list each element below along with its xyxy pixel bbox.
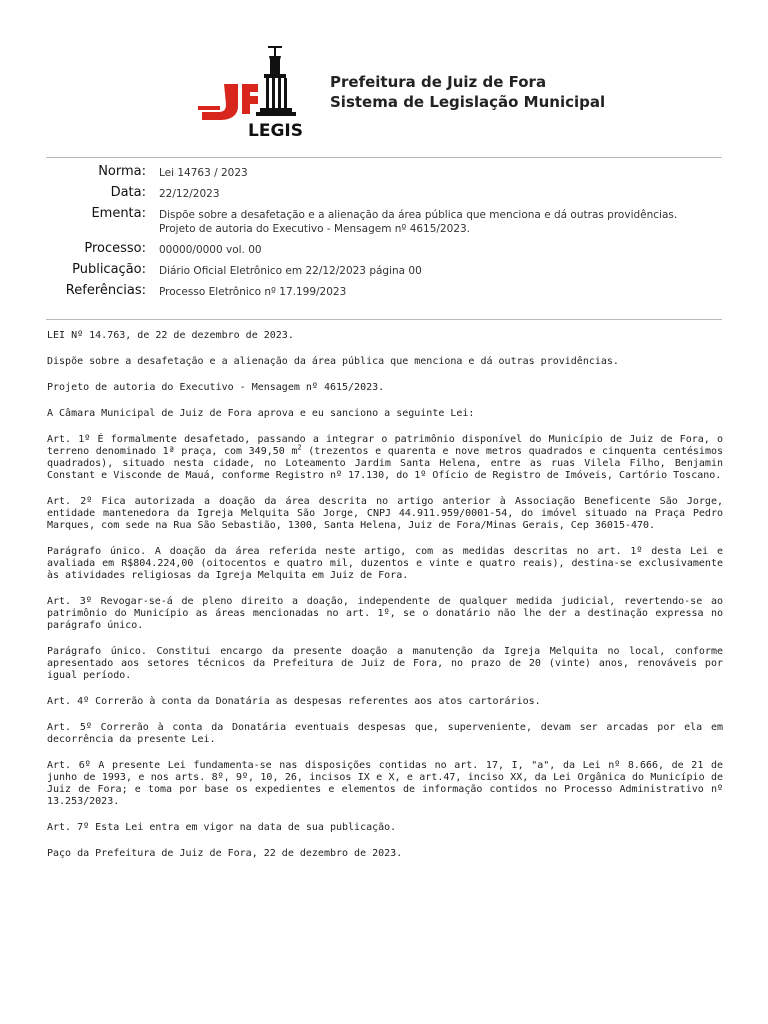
publicacao-label: Publicação: bbox=[72, 262, 146, 277]
meta-row-ementa bbox=[46, 206, 722, 236]
data-label: Data: bbox=[110, 185, 146, 200]
law-text bbox=[47, 330, 723, 874]
jf-legis-logo bbox=[196, 44, 320, 140]
top-divider bbox=[46, 157, 722, 158]
meta-row-processo bbox=[46, 241, 722, 257]
law-summary: Dispõe sobre a desafetação e a alienação da área pública que menciona e dá outras providências. bbox=[47, 356, 619, 367]
data-value: 22/12/2023 bbox=[159, 188, 220, 200]
meta-row-data bbox=[46, 185, 722, 201]
closing-place-date: Paço da Prefeitura de Juiz de Fora, 22 de dezembro de 2023. bbox=[47, 848, 403, 859]
ementa-value: Dispõe sobre a desafetação e a alienação da área pública que menciona e dá outras providências. Projeto de autoria do Executivo - Mensagem nº 4615/2023. bbox=[159, 209, 678, 235]
article-2-paragraph: Parágrafo único. A doação da área referida neste artigo, com as medidas descritas no art. 1º desta Lei e avaliada em R$804.224,00 (oitocentos e quatro mil, duzentos e vinte e quatro reais), destina-se exclusivamente às atividades religiosas da Igreja Melquita em Juiz de Fora. bbox=[47, 546, 723, 581]
header-line-1: Prefeitura de Juiz de Fora bbox=[330, 73, 547, 91]
law-authorship: Projeto de autoria do Executivo - Mensagem nº 4615/2023. bbox=[47, 382, 385, 393]
publicacao-value: Diário Oficial Eletrônico em 22/12/2023 página 00 bbox=[159, 265, 422, 277]
article-3: Art. 3º Revogar-se-á de pleno direito a doação, independente de qualquer medida judicial, revertendo-se ao patrimônio do Município as áreas mencionadas no art. 1º, se o donatário não lhe der a destinação expressa no parágrafo único. bbox=[47, 596, 723, 631]
meta-row-referencias bbox=[46, 283, 722, 299]
meta-row-publicacao bbox=[46, 262, 722, 278]
article-7: Art. 7º Esta Lei entra em vigor na data de sua publicação. bbox=[47, 822, 397, 833]
article-1-part-b: (trezentos e quarenta e nove metros quadrados e cinquenta centésimos quadrados), situado nesta cidade, no Loteamento Jardim Santa Helena, entre as ruas Vilela Filho, Benjamin Constant e Visconde de Mauá, conforme Registro nº 17.130, do 1º Ofício de Registro de Imóveis, Cartório Toscano. bbox=[47, 446, 724, 481]
ementa-label: Ementa: bbox=[91, 206, 146, 221]
norma-value: Lei 14763 / 2023 bbox=[159, 167, 248, 179]
article-3-paragraph: Parágrafo único. Constitui encargo da presente doação a manutenção da Igreja Melquita no local, conforme apresentado aos setores técnicos da Prefeitura de Juiz de Fora, no prazo de 20 (vinte) anos, renováveis por igual período. bbox=[47, 646, 723, 681]
referencias-label: Referências: bbox=[65, 283, 146, 298]
article-1-superscript: 2 bbox=[297, 443, 302, 452]
article-1 bbox=[47, 434, 723, 482]
article-6: Art. 6º A presente Lei fundamenta-se nas disposições contidas no art. 17, I, "a", da Lei nº 8.666, de 21 de junho de 1993, e nos arts. 8º, 9º, 10, 26, incisos IX e X, e art.47, inciso XX, da Lei Orgânica do Município de Juiz de Fora; e toma por base os expedientes e elementos de informação contidos no Processo Administrativo nº 13.253/2023. bbox=[47, 760, 723, 807]
logo-text: LEGIS bbox=[248, 121, 303, 140]
article-5: Art. 5º Correrão à conta da Donatária eventuais despesas que, superveniente, devam ser arcadas por ela em decorrência da presente Lei. bbox=[47, 722, 723, 745]
metadata-table bbox=[46, 164, 722, 304]
processo-value: 00000/0000 vol. 00 bbox=[159, 244, 262, 256]
meta-row-norma bbox=[46, 164, 722, 180]
header-line-2: Sistema de Legislação Municipal bbox=[330, 93, 606, 111]
law-preamble: A Câmara Municipal de Juiz de Fora aprova e eu sanciono a seguinte Lei: bbox=[47, 408, 475, 419]
referencias-value: Processo Eletrônico nº 17.199/2023 bbox=[159, 286, 347, 298]
page-header bbox=[0, 0, 768, 150]
law-title: LEI Nº 14.763, de 22 de dezembro de 2023. bbox=[47, 330, 294, 341]
article-4: Art. 4º Correrão à conta da Donatária as despesas referentes aos atos cartorários. bbox=[47, 696, 541, 707]
article-2: Art. 2º Fica autorizada a doação da área descrita no artigo anterior à Associação Beneficente São Jorge, entidade mantenedora da Igreja Melquita São Jorge, CNPJ 44.911.959/0001-54, do imóvel situado na Praça Pedro Marques, com sede na Rua São Sebastião, 1300, Santa Helena, Juiz de Fora/Minas Gerais, Cep 36015-470. bbox=[47, 496, 723, 531]
article-1-part-a: Art. 1º É formalmente desafetado, passando a integrar o patrimônio disponível do Município de Juiz de Fora, o terreno denominado 1ª praça, com 349,50 m bbox=[47, 434, 723, 457]
header-title bbox=[330, 72, 605, 112]
processo-label: Processo: bbox=[84, 241, 146, 256]
norma-label: Norma: bbox=[98, 164, 146, 179]
bottom-divider bbox=[46, 319, 722, 320]
